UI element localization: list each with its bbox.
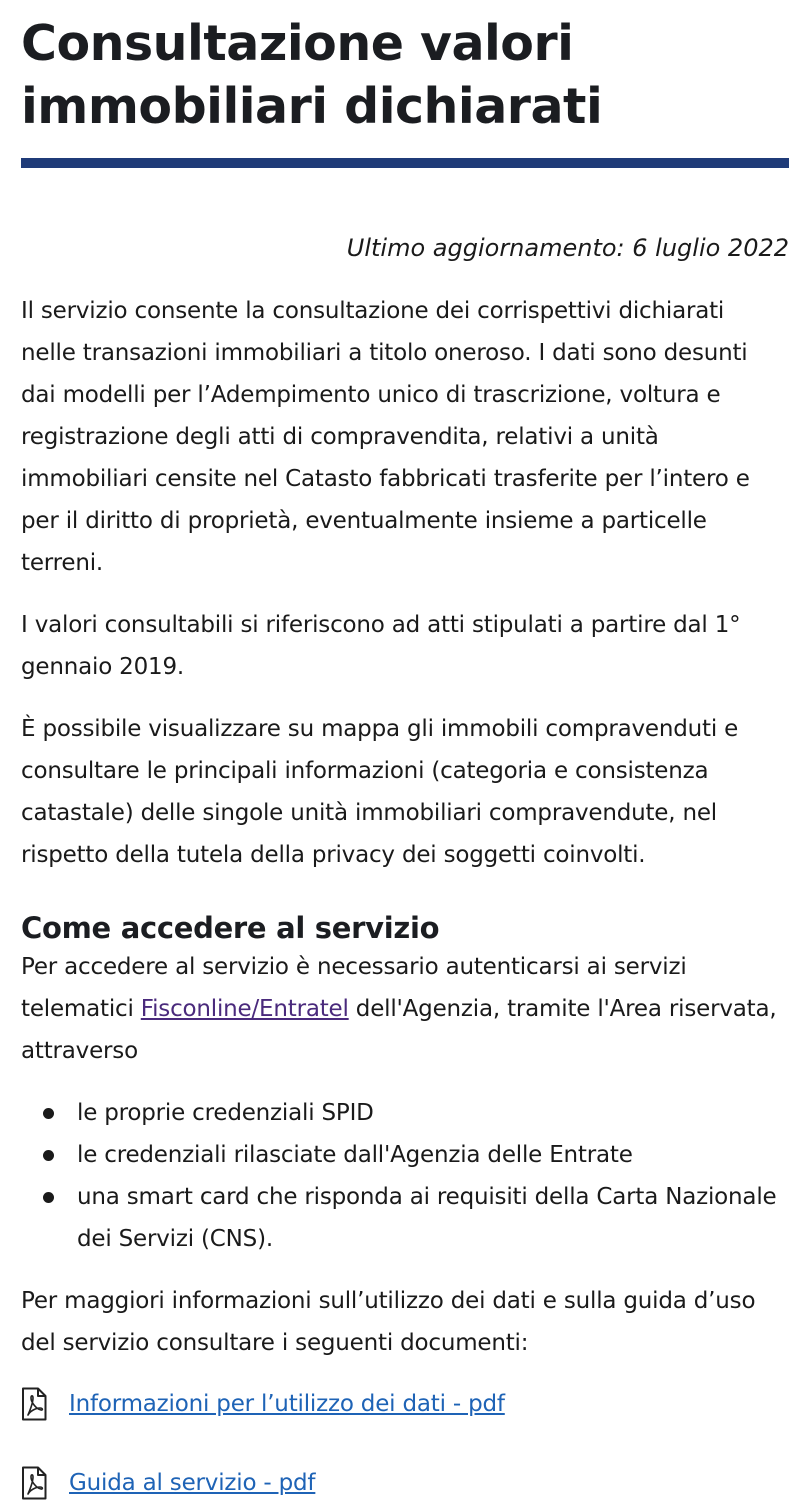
bullet-icon bbox=[43, 1150, 54, 1161]
title-divider bbox=[21, 158, 789, 168]
intro-paragraph-1: Il servizio consente la consultazione dei corrispettivi dichiarati nelle transazioni immobiliari a titolo oneroso. I dati sono desunti dai modelli per l’Adempimento unico di trascrizione, voltura e registrazione degli atti di compravendita, relativi a unità immobiliari censite nel Catasto fabbricati trasferite per l’intero e per il diritto di proprietà, eventualmente insieme a particelle terreni. bbox=[21, 298, 750, 576]
document-link-service-guide[interactable]: Guida al servizio - pdf bbox=[69, 1470, 316, 1496]
access-text-before: Per accedere al servizio è necessario autenticarsi ai servizi telematici bbox=[21, 954, 687, 1022]
pdf-file-icon bbox=[21, 1387, 47, 1421]
page-title: Consultazione valori immobiliari dichiarati bbox=[21, 15, 603, 135]
list-item-text: una smart card che risponda ai requisiti della Carta Nazionale dei Servizi (CNS). bbox=[77, 1184, 777, 1252]
list-item bbox=[21, 1134, 785, 1176]
last-updated: Ultimo aggiornamento: 6 luglio 2022 bbox=[346, 234, 789, 262]
docs-intro: Per maggiori informazioni sull’utilizzo dei dati e sulla guida d’uso del servizio consultare i seguenti documenti: bbox=[21, 1288, 756, 1356]
access-paragraph bbox=[21, 946, 785, 1072]
list-item-text: le credenziali rilasciate dall'Agenzia delle Entrate bbox=[77, 1142, 633, 1168]
access-text-after: dell'Agenzia, tramite l'Area riservata, attraverso bbox=[21, 996, 777, 1064]
document-link-row bbox=[21, 1462, 315, 1504]
intro-paragraph-3: È possibile visualizzare su mappa gli immobili compravenduti e consultare le principali informazioni (categoria e consistenza catastale) delle singole unità immobiliari compravendute, nel rispetto della tutela della privacy dei soggetti coinvolti. bbox=[21, 716, 739, 868]
intro-paragraph-2: I valori consultabili si riferiscono ad atti stipulati a partire dal 1° gennaio 2019. bbox=[21, 612, 741, 680]
list-item bbox=[21, 1092, 785, 1134]
list-item-text: le proprie credenziali SPID bbox=[77, 1100, 374, 1126]
access-methods-list bbox=[21, 1092, 785, 1260]
bullet-icon bbox=[43, 1192, 54, 1203]
document-link-row bbox=[21, 1383, 505, 1425]
fisconline-entratel-link[interactable]: Fisconline/Entratel bbox=[140, 996, 349, 1022]
list-item bbox=[21, 1176, 785, 1260]
access-heading: Come accedere al servizio bbox=[21, 911, 440, 945]
bullet-icon bbox=[43, 1108, 54, 1119]
document-link-usage-info[interactable]: Informazioni per l’utilizzo dei dati - pdf bbox=[69, 1391, 505, 1417]
